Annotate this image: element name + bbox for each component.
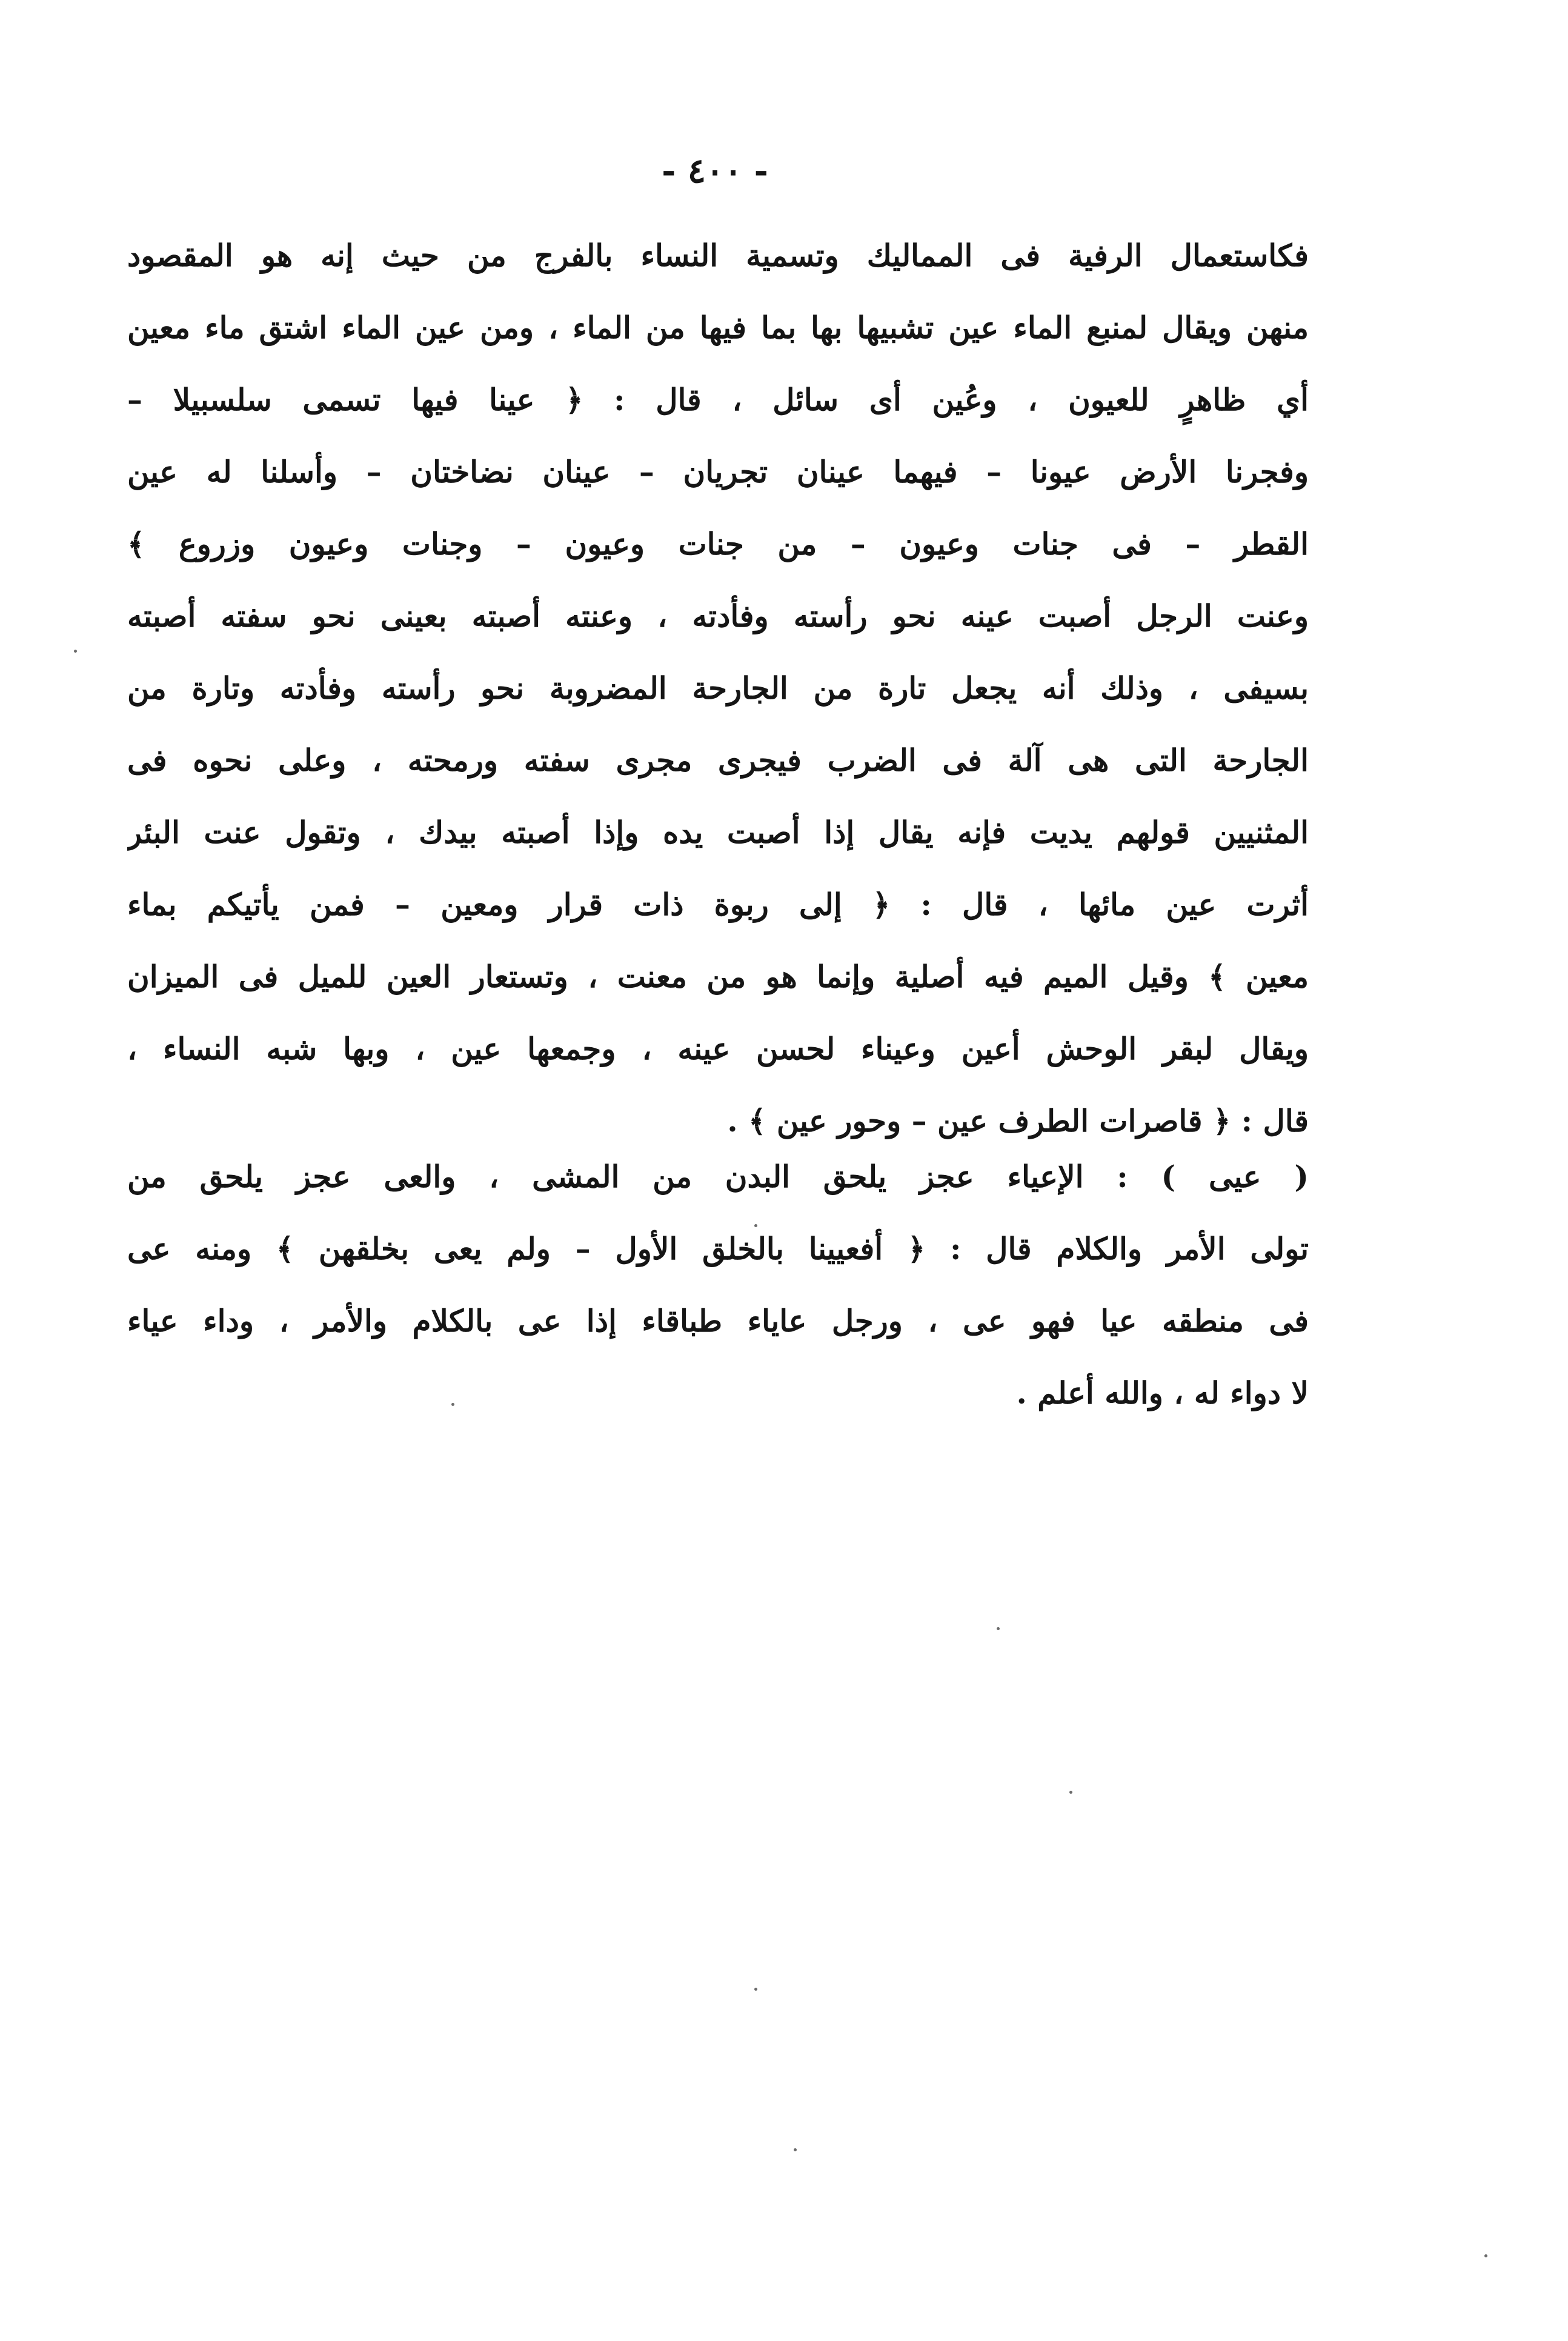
text-line: بسيفى ، وذلك أنه يجعل تارة من الجارحة المضروبة نحو رأسته وفأدته وتارة من	[127, 670, 1309, 706]
scan-speck	[754, 1224, 757, 1227]
paragraph-ayn	[127, 219, 1309, 1157]
text-line: فكاستعمال الرفية فى المماليك وتسمية النساء بالفرج من حيث إنه هو المقصود	[127, 238, 1309, 273]
text-line: تولى الأمر والكلام قال : ﴿ أفعيينا بالخلق الأول – ولم يعى بخلقهن ﴾ ومنه عى	[127, 1231, 1309, 1267]
text-line: قال : ﴿ قاصرات الطرف عين – وحور عين ﴾ .	[727, 1103, 1309, 1139]
text-line: أثرت عين مائها ، قال : ﴿ إلى ربوة ذات قرار ومعين – فمن يأتيكم بماء	[127, 887, 1309, 922]
scan-speck	[794, 2148, 797, 2151]
scan-speck	[1069, 1791, 1072, 1794]
text-line: فى منطقه عيا فهو عى ، ورجل عاياء طباقاء إذا عى بالكلام والأمر ، وداء عياء	[127, 1303, 1309, 1339]
scan-speck	[997, 1627, 1000, 1630]
text-line: ويقال لبقر الوحش أعين وعيناء لحسن عينه ، وجمعها عين ، وبها شبه النساء ،	[127, 1031, 1309, 1067]
text-line: المثنيين قولهم يديت فإنه يقال إذا أصبت يده وإذا أصبته بيدك ، وتقول عنت البئر	[127, 814, 1309, 850]
text-line: وعنت الرجل أصبت عينه نحو رأسته وفأدته ، وعنته أصبته بعينى نحو سفته أصبته	[127, 598, 1309, 634]
text-line: لا دواء له ، والله أعلم .	[1016, 1375, 1309, 1411]
text-line: القطر – فى جنات وعيون – من جنات وعيون – وجنات وعيون وزروع ﴾	[127, 526, 1309, 562]
scan-speck	[754, 1988, 757, 1991]
page-number: - ٤٠٠ -	[662, 151, 768, 191]
scan-speck	[1484, 2254, 1487, 2257]
text-line: ( عيى ) : الإعياء عجز يلحق البدن من المشى ، والعى عجز يلحق من	[127, 1159, 1309, 1194]
scan-speck	[74, 650, 77, 653]
scan-speck	[451, 1403, 454, 1406]
paragraph-ayy	[127, 1141, 1309, 1429]
text-line: الجارحة التى هى آلة فى الضرب فيجرى مجرى سفته ورمحته ، وعلى نحوه فى	[127, 742, 1309, 778]
text-line: معين ﴾ وقيل الميم فيه أصلية وإنما هو من معنت ، وتستعار العين للميل فى الميزان	[127, 959, 1309, 994]
text-line: منهن ويقال لمنبع الماء عين تشبيها بها بما فيها من الماء ، ومن عين الماء اشتق ماء معين	[127, 310, 1309, 345]
text-line: أي ظاهرٍ للعيون ، وعُين أى سائل ، قال : ﴿ عينا فيها تسمى سلسبيلا –	[127, 382, 1309, 418]
text-line: وفجرنا الأرض عيونا – فيهما عينان تجريان – عينان نضاختان – وأسلنا له عين	[127, 454, 1309, 490]
